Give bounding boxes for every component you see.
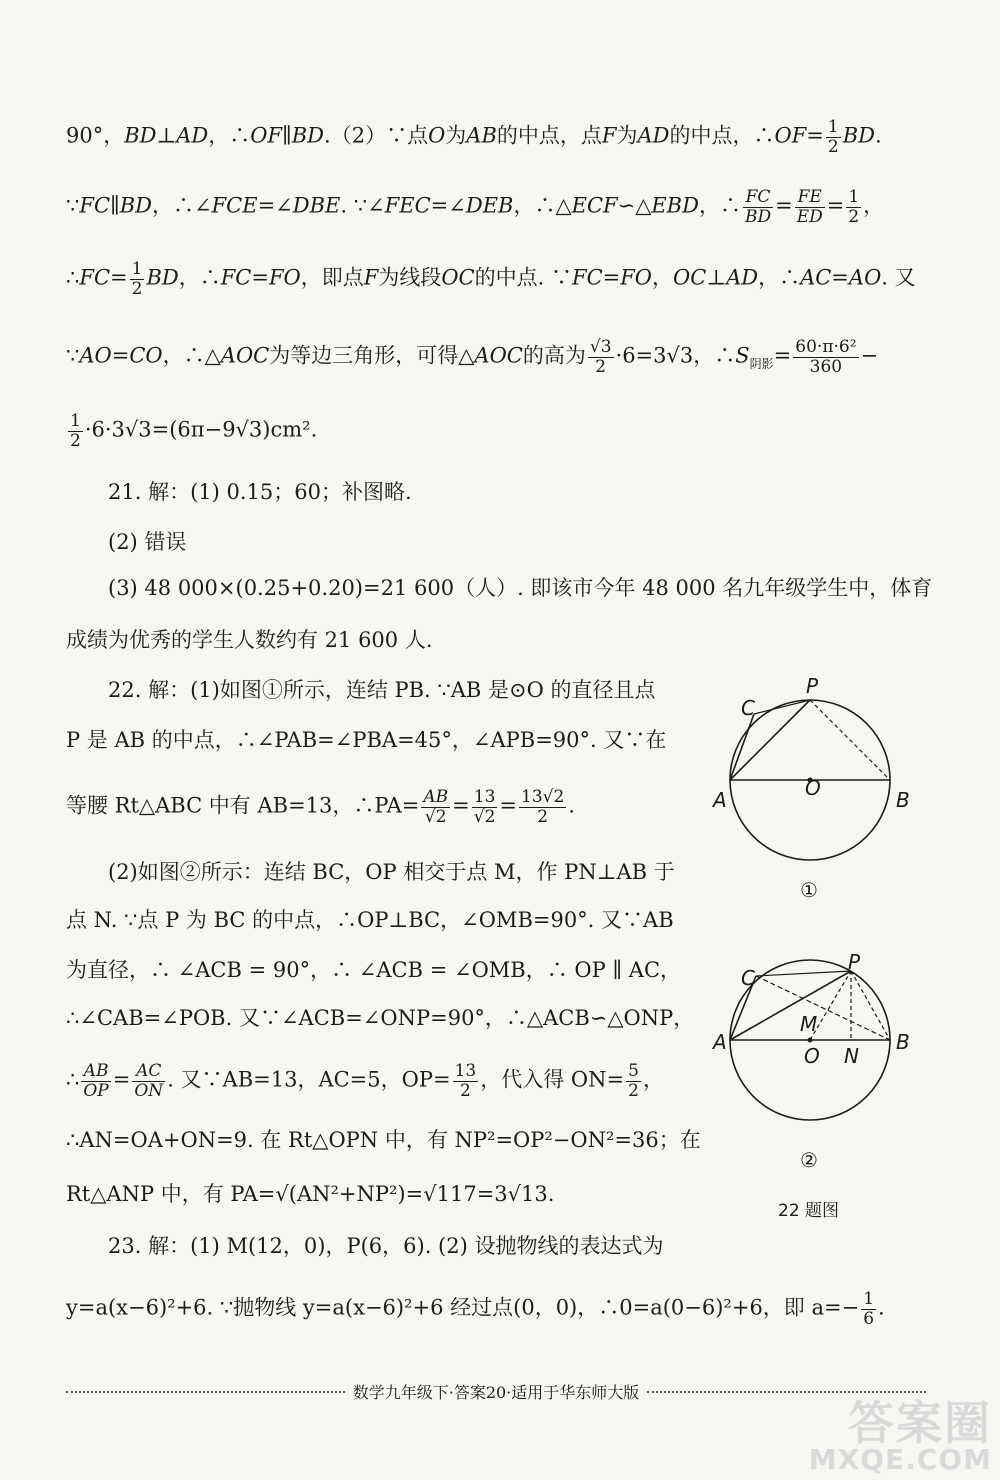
text-line-4 [66, 338, 878, 376]
footer-text: 数学九年级下·答案20·适用于华东师大版 [352, 1383, 640, 1402]
fraction [588, 338, 614, 376]
watermark-logo [808, 1396, 992, 1476]
fraction [519, 788, 566, 826]
t: =∠ [430, 193, 466, 218]
t: OF∥BD [250, 123, 325, 148]
fraction [130, 260, 145, 298]
t: BD [842, 123, 876, 148]
numerator: 1 [70, 411, 81, 431]
numerator: FE [795, 188, 825, 208]
q22-line-9: ∴AN=OA+ON=9. 在 Rt△OPN 中，有 NP²=OP²−ON²=36；在 [66, 1128, 701, 1152]
fig2-label-c: C [741, 966, 755, 990]
numerator: 1 [848, 187, 860, 207]
t: FCE [211, 193, 258, 218]
footer-dots-right [647, 1391, 926, 1393]
text-line-5 [66, 412, 317, 450]
numerator: 13 [472, 788, 498, 808]
denominator: ON [134, 1080, 164, 1101]
numerator: 13√2 [521, 787, 565, 807]
denominator: 2 [460, 1080, 471, 1101]
denominator: 6 [863, 1308, 875, 1329]
denominator: 2 [848, 206, 860, 227]
denominator: OP [83, 1080, 109, 1101]
t: F [363, 265, 379, 290]
q22-line-6: 为直径，∴ ∠ACB = 90°，∴ ∠ACB = ∠OMB，∴ OP ∥ AC， [66, 958, 682, 982]
t: . 又∵AB=13，AC=5，OP= [167, 1067, 451, 1092]
q22-line-2: P 是 AB 的中点，∴∠PAB=∠PBA=45°，∠APB=90°. 又∵在 [66, 728, 667, 752]
figure-caption: 22 题图 [778, 1201, 840, 1221]
chord-cp [756, 971, 851, 976]
numerator: AB [423, 787, 449, 807]
t: 的高为 [522, 343, 586, 368]
text-line-2 [66, 188, 884, 226]
denominator: 2 [70, 430, 81, 451]
t: 为 [445, 123, 467, 148]
t: ，∴ [208, 123, 251, 148]
segment-pb [851, 971, 890, 1040]
chord-cp [754, 700, 810, 714]
fig2-label-o: O [804, 1044, 820, 1068]
q21-line-1: 21. 解：(1) 0.15；60；补图略. [108, 480, 412, 504]
numerator: FC [743, 188, 773, 208]
t: 的中点. ∵ [474, 265, 572, 290]
t: ， [652, 265, 674, 290]
denominator: ED [796, 206, 823, 227]
denominator: BD [744, 206, 772, 227]
text-line-1 [66, 118, 882, 156]
fig1-label-b: B [896, 788, 910, 812]
t: = [773, 343, 792, 368]
q22-line-10: Rt△ANP 中，有 PA=√(AN²+NP²)=√117=3√13. [66, 1182, 555, 1206]
t: ECF [571, 193, 618, 218]
t: = [499, 793, 518, 818]
t: y=a(x−6)²+6. ∵抛物线 y=a(x−6)²+6 经过点(0，0)，∴0=a(0−6)²+6，即 a=− [66, 1295, 860, 1320]
numerator: 13 [454, 1061, 477, 1081]
t: AD [637, 123, 670, 148]
page-footer [66, 1380, 926, 1403]
fig2-label-a: A [713, 1030, 727, 1054]
denominator: 2 [827, 136, 839, 157]
t: = [826, 193, 845, 218]
t: OF [774, 123, 807, 148]
q23-line-2 [66, 1290, 885, 1328]
t: ，即点 [300, 265, 364, 290]
t: . ∵∠ [340, 193, 385, 218]
t: FEC [384, 193, 431, 218]
fraction [743, 188, 773, 226]
t: = [112, 1067, 131, 1092]
fig1-label-p: P [806, 674, 819, 698]
t: ， [642, 1067, 664, 1092]
numerator: AC [132, 1062, 165, 1082]
t: O [428, 123, 446, 148]
fig1-label-o: O [805, 776, 821, 800]
figure-1-number: ① [800, 878, 818, 902]
t: ，∴△ [162, 343, 221, 368]
t: − [860, 343, 879, 368]
q23-line-1: 23. 解：(1) M(12，0)，P(6，6). (2) 设抛物线的表达式为 [108, 1234, 664, 1258]
denominator: √2 [473, 806, 496, 827]
t: = [775, 193, 793, 218]
numerator: 1 [863, 1289, 875, 1309]
denominator: 2 [537, 806, 549, 827]
t: S [735, 343, 750, 368]
t: . [878, 1295, 885, 1320]
t: ∽△ [617, 193, 652, 218]
denominator: 360 [809, 356, 843, 377]
fraction [826, 118, 841, 156]
t: ，∴△ [513, 193, 572, 218]
fig2-label-m: M [800, 1012, 818, 1036]
t: OC [441, 265, 475, 290]
numerator: √3 [589, 337, 612, 357]
t: DEB [465, 193, 514, 218]
center-dot [808, 1038, 813, 1043]
denominator: 2 [628, 1080, 639, 1101]
fraction [421, 788, 450, 826]
q22-line-5: 点 N. ∵点 P 为 BC 的中点，∴OP⊥BC，∠OMB=90°. 又∵AB [66, 908, 674, 932]
q21-line-2: (2) 错误 [108, 530, 187, 554]
fraction [132, 1062, 165, 1100]
t: 为等边三角形，可得△ [269, 343, 475, 368]
t: = [110, 265, 128, 290]
q22-line-7: ∴∠CAB=∠POB. 又∵∠ACB=∠ONP=90°，∴△ACB∽△ONP， [66, 1006, 695, 1030]
t: 为线段 [378, 265, 442, 290]
fig1-label-c: C [741, 696, 755, 720]
t: = [452, 793, 470, 818]
t: 的中点，∴ [669, 123, 775, 148]
numerator: 1 [827, 117, 839, 137]
q22-line-1: 22. 解：(1)如图①所示，连结 PB. ∵AB 是⊙O 的直径且点 [108, 678, 656, 702]
fig2-label-b: B [896, 1030, 910, 1054]
watermark-sub: MXQE.COM [808, 1443, 992, 1476]
fraction [81, 1062, 110, 1100]
q22-line-4: (2)如图②所示：连结 BC，OP 相交于点 M，作 PN⊥AB 于 [108, 860, 675, 884]
fraction [793, 338, 858, 376]
t: 阴影 [749, 356, 774, 371]
t: ∵ [66, 193, 80, 218]
q22-line-8 [66, 1062, 664, 1100]
t: ∴ [66, 1067, 80, 1092]
t: ，∴ [698, 193, 741, 218]
t: FC∥BD [79, 193, 152, 218]
t: . [568, 793, 575, 818]
t: . [875, 123, 882, 148]
chord-pb [810, 700, 890, 780]
t: ，∴ [178, 265, 221, 290]
denominator: 2 [595, 356, 607, 377]
t: ∵ [66, 343, 80, 368]
fraction [846, 188, 861, 226]
t: =∠ [257, 193, 293, 218]
numerator: 5 [628, 1061, 639, 1081]
fraction [453, 1062, 479, 1100]
q21-line-3: (3) 48 000×(0.25+0.20)=21 600（人）. 即该市今年 48 000 名九年级学生中，体育 [108, 576, 933, 600]
q22-line-3 [66, 788, 575, 826]
fraction [472, 788, 498, 826]
t: .（2）∵点 [324, 123, 429, 148]
fraction [626, 1062, 641, 1100]
chord-ac [730, 714, 754, 780]
t: 为 [616, 123, 638, 148]
numerator: 60·π·6² [795, 337, 857, 357]
fraction [68, 412, 83, 450]
fraction [861, 1290, 876, 1328]
t: EBD [651, 193, 699, 218]
denominator: 2 [131, 278, 143, 299]
fig2-label-n: N [844, 1044, 859, 1068]
t: OC⊥AD [673, 265, 759, 290]
t: F [601, 123, 617, 148]
fraction [795, 188, 825, 226]
t: ， [863, 193, 885, 218]
watermark-main: 答案圈 [848, 1396, 992, 1450]
t: ·6·3√3=(6π−9√3)cm². [84, 417, 318, 442]
t: = [806, 123, 824, 148]
numerator: 1 [131, 259, 143, 279]
footer-dots-left [66, 1391, 345, 1393]
t: DBE [292, 193, 341, 218]
text-line-3 [66, 260, 916, 298]
t: ∴ [66, 265, 80, 290]
t: ，∴∠ [151, 193, 212, 218]
t: AC=AO [800, 265, 882, 290]
t: . 又 [881, 265, 916, 290]
t: AOC [220, 343, 270, 368]
t: 等腰 Rt△ABC 中有 AB=13，∴PA= [66, 793, 420, 818]
denominator: √2 [424, 806, 447, 827]
t: FC=FO [220, 265, 301, 290]
t: ，∴ [758, 265, 801, 290]
chord-bc [756, 976, 890, 1040]
t: FC [79, 265, 111, 290]
figure-2-number: ② [800, 1148, 818, 1172]
t: ，代入得 ON= [480, 1067, 625, 1092]
t: 的中点，点 [496, 123, 602, 148]
t: FC=FO [572, 265, 653, 290]
t: AB [466, 123, 497, 148]
q21-line-4: 成绩为优秀的学生人数约有 21 600 人. [66, 628, 433, 652]
numerator: AB [81, 1062, 110, 1082]
t: AO=CO [79, 343, 163, 368]
t: BD⊥AD [124, 123, 209, 148]
fig2-label-p: P [848, 950, 861, 974]
t: ·6=3√3，∴ [615, 343, 736, 368]
t: AOC [474, 343, 523, 368]
t: 90°， [66, 123, 125, 148]
t: BD [146, 265, 179, 290]
fig1-label-a: A [713, 788, 727, 812]
